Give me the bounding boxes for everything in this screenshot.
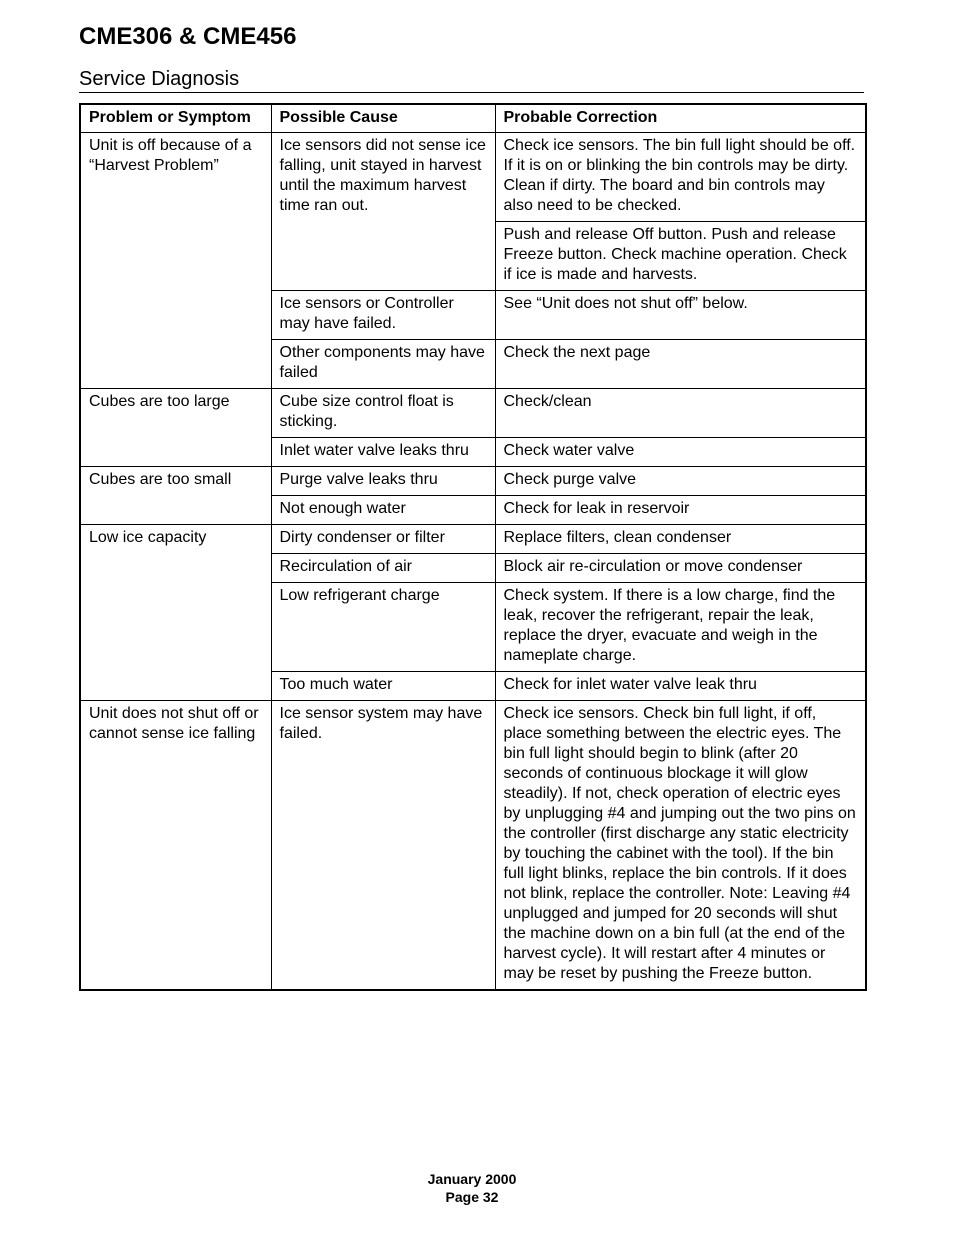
table-row (80, 133, 866, 222)
correction-cell: Check the next page (495, 340, 866, 389)
footer-page-number: Page 32 (445, 1189, 499, 1205)
correction-cell: Check for inlet water valve leak thru (495, 672, 866, 701)
correction-cell: Check for leak in reservoir (495, 496, 866, 525)
service-diagnosis-table (79, 103, 867, 991)
table-row (80, 389, 866, 438)
correction-cell: Push and release Off button. Push and release Freeze button. Check machine operation. Check if ice is made and harvests. (495, 222, 866, 291)
correction-cell: Check purge valve (495, 467, 866, 496)
cause-cell: Recirculation of air (271, 554, 495, 583)
problem-cell: Unit does not shut off or cannot sense ice falling (80, 701, 271, 991)
cause-cell: Dirty condenser or filter (271, 525, 495, 554)
problem-cell: Low ice capacity (80, 525, 271, 701)
cause-cell: Low refrigerant charge (271, 583, 495, 672)
correction-cell: See “Unit does not shut off” below. (495, 291, 866, 340)
cause-cell: Not enough water (271, 496, 495, 525)
cause-cell: Ice sensors did not sense ice falling, unit stayed in harvest until the maximum harvest time ran out. (271, 133, 495, 291)
column-header-cause: Possible Cause (271, 104, 495, 133)
correction-cell: Check/clean (495, 389, 866, 438)
problem-cell: Cubes are too large (80, 389, 271, 467)
problem-cell: Unit is off because of a “Harvest Problem” (80, 133, 271, 389)
cause-cell: Ice sensor system may have failed. (271, 701, 495, 991)
correction-cell: Check system. If there is a low charge, find the leak, recover the refrigerant, repair the leak, replace the dryer, evacuate and weigh in the nameplate charge. (495, 583, 866, 672)
column-header-problem: Problem or Symptom (80, 104, 271, 133)
cause-cell: Other components may have failed (271, 340, 495, 389)
cause-cell: Too much water (271, 672, 495, 701)
table-row (80, 701, 866, 991)
correction-cell: Check ice sensors. The bin full light should be off. If it is on or blinking the bin controls may be dirty. Clean if dirty. The board and bin controls may also need to be checked. (495, 133, 866, 222)
footer-date: January 2000 (427, 1171, 517, 1187)
correction-cell: Check water valve (495, 438, 866, 467)
cause-cell: Purge valve leaks thru (271, 467, 495, 496)
correction-cell: Check ice sensors. Check bin full light, if off, place something between the electric eyes. The bin full light should begin to blink (after 20 seconds of continuous blockage it will glow steadily). If not, check operation of electric eyes by unplugging #4 and jumping out the two pins on the controller (first discharge any static electricity by touching the cabinet with the tool). If the bin full light blinks, replace the bin controls. If it does not blink, replace the controller. Note: Leaving #4 unplugged and jumped for 20 seconds will shut the machine down on a bin full (at the end of the harvest cycle). It will restart after 4 minutes or may be reset by pushing the Freeze button. (495, 701, 866, 991)
table-header-row (80, 104, 866, 133)
cause-cell: Ice sensors or Controller may have failed. (271, 291, 495, 340)
correction-cell: Block air re-circulation or move condenser (495, 554, 866, 583)
cause-cell: Inlet water valve leaks thru (271, 438, 495, 467)
column-header-correction: Probable Correction (495, 104, 866, 133)
cause-cell: Cube size control float is sticking. (271, 389, 495, 438)
document-title: CME306 & CME456 (79, 23, 297, 50)
table-row (80, 525, 866, 554)
table-row (80, 467, 866, 496)
problem-cell: Cubes are too small (80, 467, 271, 525)
correction-cell: Replace filters, clean condenser (495, 525, 866, 554)
section-heading: Service Diagnosis (79, 67, 864, 93)
page-footer (0, 1170, 944, 1206)
